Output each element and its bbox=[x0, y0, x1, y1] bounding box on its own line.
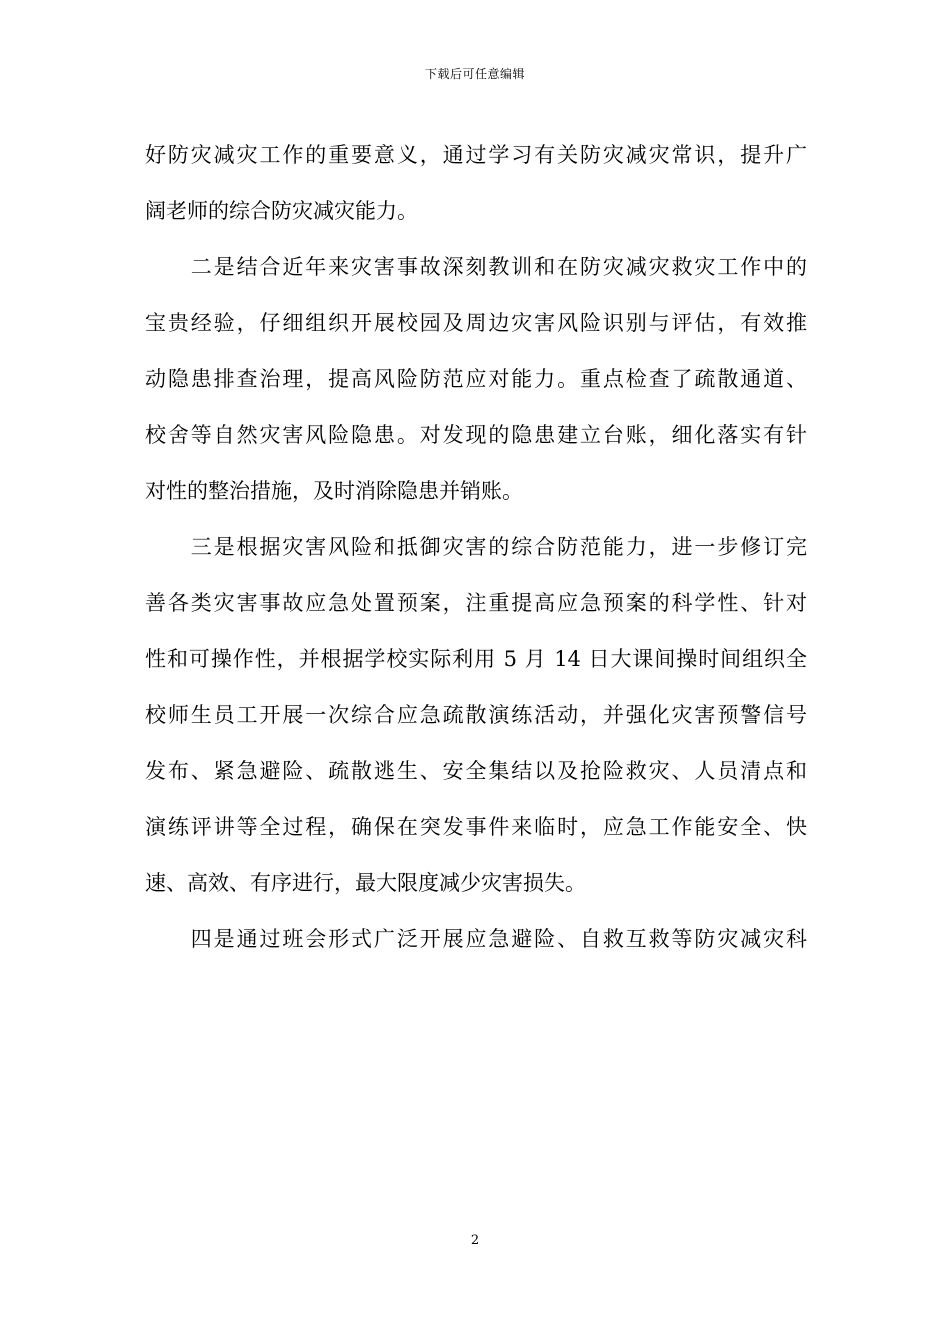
text-line: 二是结合近年来灾害事故深刻教训和在防灾减灾救灾工作中的 bbox=[145, 255, 807, 279]
text-line: 速、高效、有序进行，最大限度减少灾害损失。 bbox=[145, 871, 586, 895]
page-number: 2 bbox=[470, 1233, 480, 1248]
text-line: 好防灾减灾工作的重要意义，通过学习有关防灾减灾常识，提升广 bbox=[145, 143, 807, 167]
text-line: 阔老师的综合防灾减灾能力。 bbox=[145, 199, 418, 223]
text-line: 性和可操作性，并根据学校实际利用 5 月 14 日大课间操时间组织全 bbox=[145, 647, 807, 671]
text-line: 校舍等自然灾害风险隐患。对发现的隐患建立台账，细化落实有针 bbox=[145, 423, 807, 447]
page-header: 下载后可任意编辑 bbox=[424, 67, 525, 81]
text-line: 对性的整治措施，及时消除隐患并销账。 bbox=[145, 479, 523, 503]
text-line: 善各类灾害事故应急处置预案，注重提高应急预案的科学性、针对 bbox=[145, 591, 807, 615]
text-line: 发布、紧急避险、疏散逃生、安全集结以及抢险救灾、人员清点和 bbox=[145, 759, 807, 783]
text-line: 演练评讲等全过程，确保在突发事件来临时，应急工作能安全、快 bbox=[145, 815, 807, 839]
text-line: 动隐患排查治理，提高风险防范应对能力。重点检查了疏散通道、 bbox=[145, 367, 807, 391]
text-line: 三是根据灾害风险和抵御灾害的综合防范能力，进一步修订完 bbox=[145, 535, 807, 559]
text-line: 校师生员工开展一次综合应急疏散演练活动，并强化灾害预警信号 bbox=[145, 703, 807, 727]
body-text bbox=[145, 127, 807, 967]
text-line: 宝贵经验，仔细组织开展校园及周边灾害风险识别与评估，有效推 bbox=[145, 311, 807, 335]
text-line: 四是通过班会形式广泛开展应急避险、自救互救等防灾减灾科 bbox=[145, 927, 807, 951]
